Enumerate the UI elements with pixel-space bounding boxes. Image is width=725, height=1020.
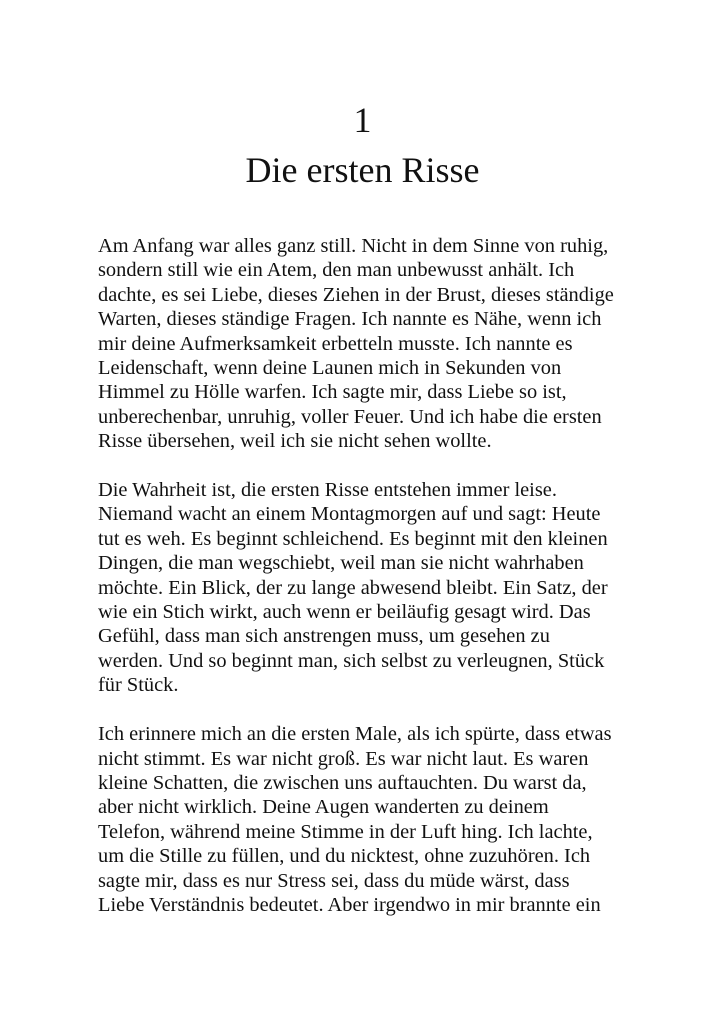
text-line: Gefühl, dass man sich anstrengen muss, um gesehen zu [98,625,550,648]
text-line: kleine Schatten, die zwischen uns auftauchten. Du warst da, [98,771,587,794]
text-line: tut es weh. Es beginnt schleichend. Es beginnt mit den kleinen [98,527,608,550]
text-line: Die Wahrheit ist, die ersten Risse entstehen immer leise. [98,479,557,502]
text-line: wie ein Stich wirkt, auch wenn er beiläufig gesagt wird. Das [98,601,591,624]
text-line: nicht stimmt. Es war nicht groß. Es war nicht laut. Es waren [98,747,589,770]
text-line: um die Stille zu füllen, und du nicktest, ohne zuzuhören. Ich [98,845,591,868]
paragraph-1 [98,234,630,454]
text-line: sondern still wie ein Atem, den man unbewusst anhält. Ich [98,259,575,282]
chapter-number: 1 [353,100,372,140]
text-line: Himmel zu Hölle warfen. Ich sagte mir, dass Liebe so ist, [98,381,567,404]
paragraph-3 [98,722,630,917]
text-line: mir deine Aufmerksamkeit erbetteln musste. Ich nannte es [98,332,573,355]
chapter-body [98,234,630,917]
text-line: Am Anfang war alles ganz still. Nicht in dem Sinne von ruhig, [98,235,609,257]
text-line: Leidenschaft, wenn deine Launen mich in Sekunden von [98,357,562,380]
text-line: möchte. Ein Blick, der zu lange abwesend bleibt. Ein Satz, der [98,576,608,599]
text-line: Telefon, während meine Stimme in der Luft hing. Ich lachte, [98,820,593,843]
text-line: Liebe Verständnis bedeutet. Aber irgendwo in mir brannte ein [98,893,601,916]
chapter-title: Die ersten Risse [245,150,480,190]
paragraph-gap [98,698,630,722]
text-line: Dingen, die man wegschiebt, weil man sie nicht wahrhaben [98,552,584,575]
paragraph-gap [98,454,630,478]
text-line: Ich erinnere mich an die ersten Male, als ich spürte, dass etwas [98,723,612,746]
text-line: Niemand wacht an einem Montagmorgen auf und sagt: Heute [98,503,601,526]
text-line: aber nicht wirklich. Deine Augen wanderten zu deinem [98,796,549,819]
text-line: Risse übersehen, weil ich sie nicht sehen wollte. [98,430,492,453]
text-line: werden. Und so beginnt man, sich selbst zu verleugnen, Stück [98,649,605,672]
text-line: Warten, dieses ständige Fragen. Ich nannte es Nähe, wenn ich [98,308,602,331]
text-line: für Stück. [98,674,179,697]
text-line: sagte mir, dass es nur Stress sei, dass du müde wärst, dass [98,869,570,892]
text-line: dachte, es sei Liebe, dieses Ziehen in der Brust, dieses ständige [98,283,614,306]
text-line: unberechenbar, unruhig, voller Feuer. Und ich habe die ersten [98,405,602,428]
paragraph-2 [98,478,630,698]
